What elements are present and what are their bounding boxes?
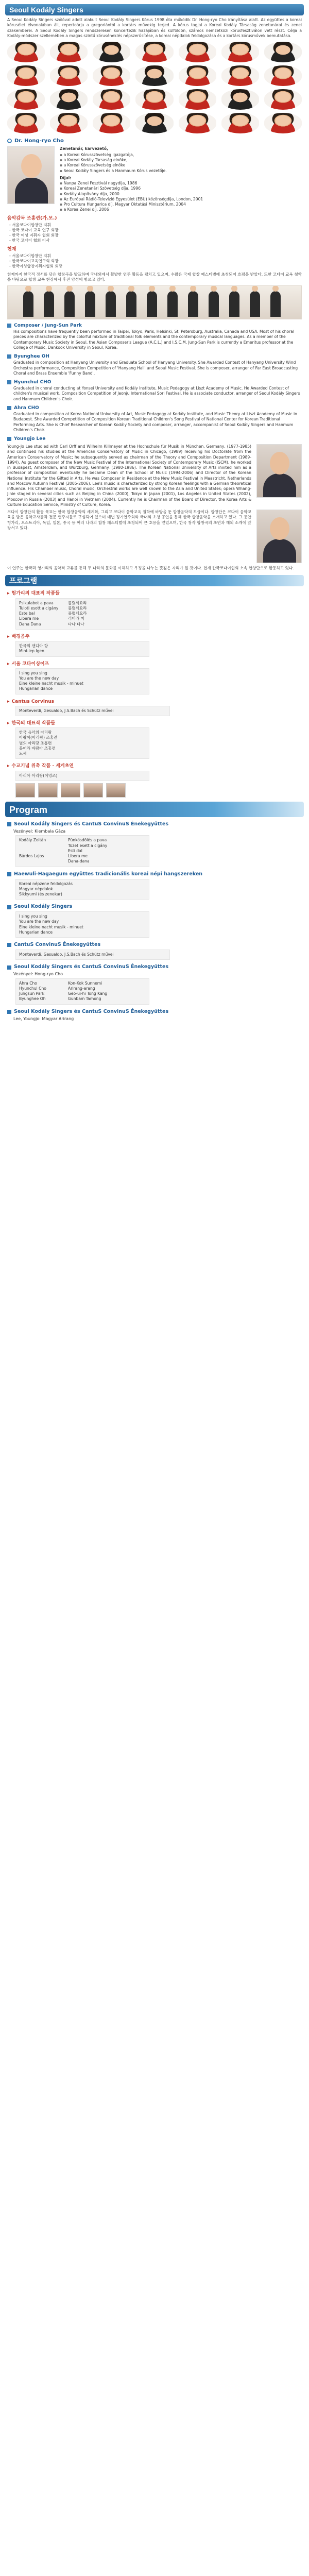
program-row: 별의 아리랑 조홍련 [19, 740, 52, 745]
program-row: I sing you sing [19, 670, 47, 675]
program-header: Program [5, 802, 304, 817]
singer-photo [135, 42, 173, 62]
program-row: Bárdos Lajos Libera me [19, 854, 88, 859]
performer-figure [209, 291, 219, 317]
square-icon [7, 965, 11, 970]
korean-item: - 한국 코다이 협회 이사 [9, 238, 302, 243]
program-row: You are the new day [19, 919, 59, 924]
program-section-box [15, 835, 149, 867]
performer-figure [229, 291, 239, 317]
square-icon [7, 872, 11, 876]
arrow-right-icon: ▸ [7, 634, 10, 639]
program-row: 아랑이(아리랑) 조홍련 [19, 735, 58, 740]
youngjo-heading: Youngjo Lee [7, 436, 302, 442]
director-item: ▪ a Koreai Kórusszövetség elnöke [60, 163, 302, 168]
korean-paragraph-3: 이 연주는 한국과 헝가리의 음악적 교류를 통해 두 나라의 문화를 이해하고 우정을 나누는 뜻깊은 자리가 될 것이다. 현재 한국코다이협회 소속 합창단으로 활동하고 있다. [7, 566, 294, 571]
program-row: Psikulabot a pava 풀렸세요라 [19, 600, 87, 605]
singer-photo [50, 42, 88, 62]
singer-photo [135, 113, 173, 133]
kp-section-box [15, 771, 149, 781]
award-item: ▪ Az Európai Rádió-Televízió Egyesület (EBU) közönségdíja, London, 2001 [60, 197, 302, 202]
award-item: ▪ Kodály Alapítvány díja, 2000 [60, 192, 302, 197]
program-row: Mini-lep Igen [19, 649, 44, 654]
korean-heading: 음악감독 조홍련(가.모.) [7, 215, 57, 221]
youngjo-photo [256, 444, 302, 498]
award-item: ▪ Koreai Zenetanári Szövetség díja, 1996 [60, 186, 302, 191]
singer-photo [7, 42, 45, 62]
korean-paragraph: 현재까지 한국적 정서를 담은 합창곡을 발표하며 국내외에서 활발한 연주 활동을 펼치고 있으며, 수많은 국제 합창 페스티벌에 초청되어 호평을 받았다. 또한 코다이 교육 철학을 바탕으로 합창 교육 현장에서 후진 양성에 힘쓰고 있다. [7, 272, 302, 282]
composer-text: His compositions have frequently been performed in Taipei, Tokyo, Paris, Helsinki, St. Petersburg, Australia, Canada and USA. Most of his choral pieces are characterized by the colorful mixture of traditional folk elements and the contemporary musical languages. As a member of the Contemporary Music Society in Seoul, the Asian Composer's League (A.C.L.) and I.S.C.M. Jung-Sun Park is currently a Emeritus professor at the College of Music, Dankook University in Seoul, Korea. [13, 329, 295, 350]
arrow-right-icon: ▸ [7, 591, 10, 597]
performer-figure [85, 291, 95, 317]
program-conductor: Vezényel: Hong-ryo Cho [13, 971, 63, 976]
singer-photo [93, 113, 130, 133]
kp-section-box [15, 598, 149, 630]
program-section-title: Seoul Kodály Singers és CantuS ConvinuS Énekegyüttes [7, 1009, 302, 1015]
program-row: Libera me 리버라 미 [19, 616, 84, 621]
square-icon [7, 1010, 11, 1014]
korean-item: - 한국여성합창지휘자협회 회장 [9, 264, 302, 269]
program-section-box [15, 879, 149, 900]
composer-text: Graduated in composition at Hanyang University and Graduate School of Hanyang University. She Awarded Contest of Hanyang University Wind Orchestra performance, Composition Competition of 'Hanyang Hall' and Seoul Music Festival. She is composer, arranger of Far East Broadcasting Choral and Brass Ensemble 'Funny Band'. [13, 360, 298, 376]
director-item: ▪ a Koreai Kodály Társaság elnöke, [60, 158, 302, 163]
director-photo [7, 146, 55, 204]
arrow-right-icon: ▸ [7, 764, 10, 769]
performer-figure [106, 291, 116, 317]
conductor-photo [256, 510, 302, 563]
korean-item: - 한국코다이교육연구회 회장 [9, 259, 302, 264]
singers-photo-grid [7, 42, 302, 133]
square-icon [7, 406, 11, 410]
kp-section-title: ▸ Cantus Corvinus [7, 699, 55, 704]
korean-item: - 서울코다이합창단 지휘 [9, 253, 302, 259]
program-row: Koreai népzene feldolgozás [19, 881, 73, 886]
program-section-title: Seoul Kodály Singers és CantuS ConvinuS Énekegyüttes [7, 821, 302, 828]
singer-photo [264, 113, 302, 133]
korean-heading: 현재 [7, 246, 16, 252]
korean-item: - 한국 코다이 교육 연구 회장 [9, 228, 302, 233]
singer-photo [221, 42, 259, 62]
ensemble-photo [61, 783, 80, 798]
korean-item: - 한국 여성 지휘자 협회 회장 [9, 233, 302, 238]
singer-photo [264, 42, 302, 62]
performer-figure [147, 291, 157, 317]
korean-program-header: 프로그램 [5, 575, 304, 586]
page [0, 0, 309, 1022]
program-row: 아리아 아리랑(이영조) [19, 773, 58, 778]
singer-photo [179, 113, 216, 133]
singer-photo [7, 113, 45, 133]
program-section-title: Seoul Kodály Singers és CantuS ConvinuS Énekegyüttes [7, 964, 302, 971]
program-row: Monteverdi, Gesualdo, J.S.Bach és Schütz művei [19, 708, 114, 713]
singer-photo [179, 42, 216, 62]
program-row: Este bal 풀렸세요라 [19, 611, 87, 616]
program-row: Sikkyumi (és zenekar) [19, 892, 62, 896]
director-heading [7, 138, 302, 145]
program-row: Tüzet esett a cigány [68, 843, 108, 848]
program-row: 한국 음악의 아리랑 [19, 730, 52, 735]
performer-figure [167, 291, 178, 317]
square-icon [7, 324, 11, 328]
ensemble-photo [83, 783, 103, 798]
composer-heading: Byunghee OH [7, 353, 302, 360]
awards-label: Díjai: [60, 175, 72, 180]
program-row: Jungsun Park Geo-ui-hi Tong Kang [19, 991, 108, 996]
program-row: Tuloti esott a cigány 풀렸세요라 [19, 605, 87, 611]
intro-text: A Seoul Kodály Singers szólóval adott alakult Seoul Kodály Singers Kórus 1998 óta működik Dr. Hong-ryo Cho irányítása alatt. Az együttes a koreai kórusélet élvonalában áll, repertoárja a gregoriántól a kortárs művekig terjed. A kórus tagjai a Koreai Kodály Társaság zenetanárai és zenei szakemberei. A Seoul Kodály Singers rendszeresen koncertezik hazájában és külföldön, számos nemzetközi kórusfesztiválon vett részt. Célja a Kodály-módszer szellemében a magas szintű kóruséneklés népszerűsítése, a koreai népdalok feldolgozása és a kortárs kórusművek bemutatása. [7, 18, 302, 38]
performer-figure [44, 291, 54, 317]
award-item: ▪ a Korea Zenei díj, 2006 [60, 207, 302, 212]
singer-photo [7, 65, 45, 86]
program-row: Monteverdi, Gesualdo, J.S.Bach és Schütz művei [19, 952, 114, 957]
singer-photo [50, 89, 88, 110]
singer-photo [50, 65, 88, 86]
program-row: Eine kleine nacht musik - minuet [19, 681, 83, 686]
singer-photo [264, 65, 302, 86]
director-role: Zenetanár, karvezető, [60, 146, 108, 151]
ensemble-photos [15, 783, 294, 798]
program-row: Kodály Zoltán Pünkösdölés a pava [19, 838, 107, 843]
arrow-right-icon: ▸ [7, 721, 10, 726]
program-row: Hungarian dance [19, 686, 53, 691]
performer-figure [126, 291, 136, 317]
award-item: ▪ Pro Cultura Hungarica díj, Magyar Oktatási Minisztérium, 2004 [60, 202, 302, 207]
performer-figure [64, 291, 75, 317]
singer-photo [50, 113, 88, 133]
program-row: Hungarian dance [19, 929, 53, 935]
director-name: Dr. Hong-ryo Cho [14, 138, 64, 144]
performer-figure [23, 291, 33, 317]
program-row: Magyar népdalok [19, 886, 53, 891]
program-row: 불어라 바람아 조홍련 [19, 745, 56, 751]
program-row: Eine kleine nacht musik - minuet [19, 924, 83, 929]
arrow-right-icon: ▸ [7, 661, 10, 667]
performer-figure [270, 291, 281, 317]
bullet-icon: ● [8, 139, 11, 143]
korean-director-section [7, 215, 302, 269]
kp-section-title: ▸ 수교기념 위촉 작품 - 세계초연 [7, 764, 74, 769]
singer-photo [93, 42, 130, 62]
square-icon [7, 437, 11, 441]
program-row: Dana Dana 다나 다나 [19, 621, 84, 626]
stage-photo [7, 285, 302, 319]
program-section-title: Haewuli-Hagaegum együttes tradicionális koreai népi hangszereken [7, 871, 302, 878]
kp-section-box [15, 706, 170, 716]
program-conductor: Vezényel: Kiembala Gáza [13, 828, 66, 834]
kp-section-title: ▸ 한국의 대표적 작품들 [7, 721, 56, 726]
korean-paragraph-2: 코다이 합창단의 활동 목표는 한국 합창음악의 세계화, 그리고 코다이 음악교육 철학에 바탕을 둔 합창음악의 보급이다. 합창단은 코다이 음악교육을 받은 음악교사들과 전문 연주자들로 구성되어 있으며 매년 정기연주회와 국내외 초청 공연을 통해 한국 합창음악을 소개하고 있다. 그 동안 헝가리, 오스트리아, 독일, 일본, 중국 등 여러 나라의 합창 페스티벌에 초청되어 큰 호응을 얻었으며, 한국 창작 합창곡의 초연과 해외 소개에 앞장서고 있다. [7, 510, 251, 530]
ensemble-photo [15, 783, 35, 798]
performer-figure [188, 291, 198, 317]
program-row: Esti dal [68, 848, 82, 853]
kp-section-title: ▸ 헝가리의 대표적 작품들 [7, 591, 60, 597]
program-row: 한국의 샌디아 항 [19, 643, 48, 649]
director-bio [7, 146, 302, 213]
program-row: Dana-dana [68, 859, 90, 864]
singer-photo [93, 89, 130, 110]
kp-section-box [15, 727, 149, 759]
square-icon [7, 905, 11, 909]
program-row: Byunghee Oh Gunbam Tamong [19, 996, 101, 1002]
singer-photo [221, 65, 259, 86]
award-item: ▪ Nanpa Zenei Fesztivál nagydíja, 1986 [60, 181, 302, 186]
program-row: You are the new day [19, 675, 59, 681]
singer-photo [264, 89, 302, 110]
singer-photo [135, 89, 173, 110]
composer-text: Graduated in composition at Korea National University of Art, Music Pedagogy at Kodály Institute, and Music Theory at Liszt Academy of Music in Budapest. She Awarded Competition of Composition Korean Traditional Children's Song Festival of National Center for Korean Traditional Performing Arts. She is Chief Researcher of Korean Kodály Society and composer, arranger, accompanist of Seoul Kodály Singers and Hanmum Children's Choir. [13, 412, 297, 432]
page-title: Seoul Kodály Singers [5, 4, 304, 15]
director-item: ▪ Seoul Kodály Singers és a Hanmaum Kórus vezetője. [60, 168, 302, 174]
kp-section-title: ▸ 배경음주 [7, 634, 30, 639]
director-item: ▪ a Koreai Kórusszövetség igazgatója, [60, 152, 302, 158]
square-icon [7, 822, 11, 826]
youngjo-text: Young-Jo Lee studied with Carl Orff and Wilhelm Killmayer at the Hochschule für Musik in München, Germany, (1977-1985) and continued his studies at the American Conservatory of Music in Chicago, (1989) receiving his Doctorate from the American Conservatory of Music; he subsequently served as chairman of the Theory and Composition Department (1989-1994). As guest composer of the New Music Festival of the International Society of Contemporary Music (ISCM), he worked in Budapest, Amsterdam, and Würzburg, Germany. (1980-1986). The Korean National University of Arts invited him as a professor of composition eventually he became Dean of the School of Music (1994-2006) and Director of the Korean National Institute for the Gifted in Arts. He was Composer in Residence at the New Music Festival in Maastricht, Netherlands and Moscow Autumn Festival (2005-2006). Lee's music is characterized by strong Korean feelings with a German theoretical influence. His Chamber music, Choral music, Orchestral works are well known to the Asia and United States; opera Whang-Jinie staged in several cities such as Beijing in China (2000), Tokyo in Japan (2001), Los Angeles in United States (2002), Moscow in Russia (2003) and Hanoi in Vietnam (2004). Currently he is Chairman of the Board of Director, the Korea Arts & Culture Education Service, Ministry of Culture, Korea. [7, 444, 251, 507]
composer-heading: Ahra CHO [7, 405, 302, 411]
program-section-title: CantuS ConvinuS Énekegyüttes [7, 942, 302, 948]
singer-photo [93, 65, 130, 86]
square-icon [7, 354, 11, 359]
ensemble-photo [106, 783, 126, 798]
square-icon [7, 380, 11, 384]
performer-figure [250, 291, 260, 317]
composer-text: Graduated in choral conducting at Yonsei University and Kodály Institute, Music Pedagogy at Liszt Academy of Music. He Awarded Contest of children's musical work, Composition Competition of Jeonju International Sori Festival. He is associate conductor, arranger of Seoul Kodály Singers and Hanmum Children's Choir. [13, 386, 300, 401]
program-section-box [15, 911, 149, 938]
kp-section-box [15, 641, 149, 657]
ensemble-photo [38, 783, 58, 798]
program-row: 노새 [19, 751, 27, 756]
singer-photo [179, 65, 216, 86]
program-section-box [15, 950, 170, 960]
program-row: I sing you sing [19, 914, 47, 919]
program-section-box [15, 978, 149, 1005]
singer-photo [221, 113, 259, 133]
composer-heading: Composer / Jung-Sun Park [7, 323, 302, 329]
arrow-right-icon: ▸ [7, 699, 10, 704]
kp-section-box [15, 668, 149, 694]
kp-section-title: ▸ 서울 코다이싱어즈 [7, 661, 49, 667]
program-row: Hyunchul Cho Arirang-arang [19, 986, 95, 991]
composer-heading: Hyunchul CHO [7, 379, 302, 385]
singer-photo [7, 89, 45, 110]
singer-photo [179, 89, 216, 110]
singer-photo [135, 65, 173, 86]
singer-photo [221, 89, 259, 110]
square-icon [7, 943, 11, 947]
program-row: Ahra Cho Kon-Kok Sunnemi [19, 980, 102, 986]
korean-item: - 서울코다이합창단 지휘 [9, 223, 302, 228]
program-section-title: Seoul Kodály Singers [7, 904, 302, 910]
program-conductor: Lee, Youngjo: Magyar Arirang [13, 1016, 74, 1021]
